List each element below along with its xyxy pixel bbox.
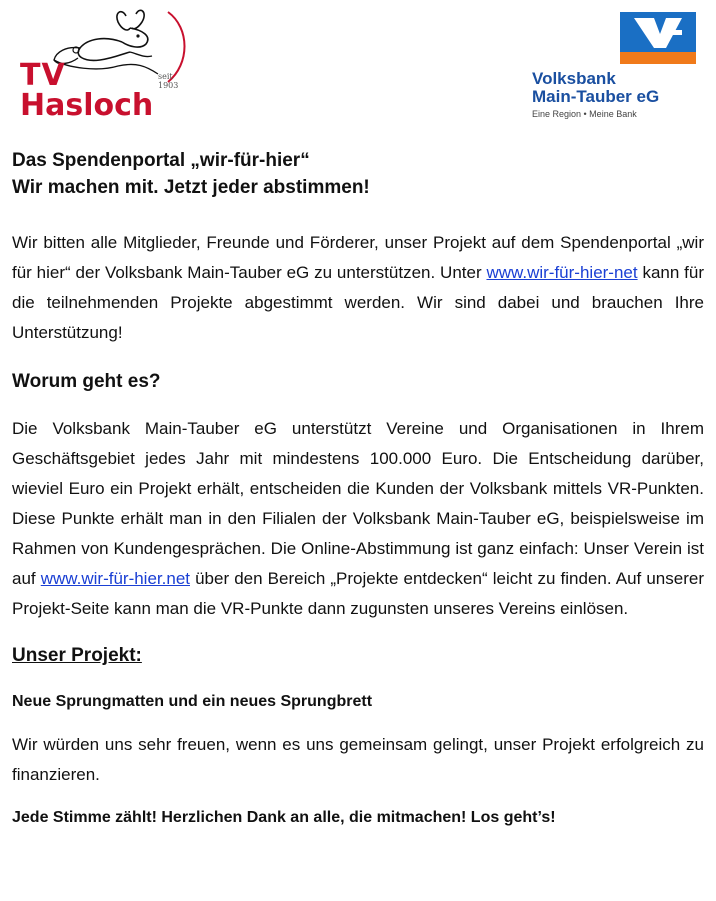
section1-text-1: Die Volksbank Main-Tauber eG unterstützt Vereine und Organisationen in Ihrem Geschäftsgebiet jedes Jahr mit mindestens 100.000 Euro. Die Entscheidung darüber, wieviel Euro ein Projekt erhält, entscheiden die Kunden der Volksbank mittels VR-Punkten. Diese Punkte erhält man in den Filialen der Volksbank Main-Tauber eG, beispielsweise im Rahmen von Kundengesprächen. Die Online-Abstimmung ist ganz einfach: Unser Verein ist auf bbox=[12, 419, 704, 588]
volksbank-v-icon bbox=[620, 12, 696, 64]
volksbank-logo bbox=[528, 12, 708, 122]
title-line2: Wir machen mit. Jetzt jeder abstimmen! bbox=[12, 177, 370, 198]
portal-link[interactable]: www.wir-für-hier-net bbox=[486, 263, 638, 282]
tv-logo-line1: TV bbox=[20, 58, 66, 93]
project-paragraph bbox=[12, 730, 704, 790]
section1-text-2: über den Bereich „Projekte entdecken“ leicht zu finden. Auf unserer Projekt-Seite kann man die VR-Punkte dann zugunsten unseres Vereins einlösen. bbox=[12, 569, 704, 618]
volksbank-name-line2: Main-Tauber eG bbox=[532, 87, 660, 106]
volksbank-tagline: Eine Region • Meine Bank bbox=[532, 109, 637, 119]
volksbank-name bbox=[532, 70, 659, 106]
document-body bbox=[12, 142, 704, 830]
tv-hasloch-logo bbox=[18, 8, 193, 123]
section1-paragraph bbox=[12, 414, 704, 624]
intro-text-1: Wir bitten alle Mitglieder, Freunde und Förderer, unser Projekt auf dem Spendenportal „wir für hier“ der Volksbank Main-Tauber eG zu unterstützen. Unter bbox=[12, 233, 704, 282]
volksbank-name-line1: Volksbank bbox=[532, 69, 616, 88]
project-text: Wir würden uns sehr freuen, wenn es uns gemeinsam gelingt, unser Projekt erfolgreich zu finanzieren. bbox=[12, 735, 704, 784]
section-heading-projekt: Unser Projekt: bbox=[12, 645, 142, 666]
section-heading-worum: Worum geht es? bbox=[12, 371, 161, 392]
project-subheading: Neue Sprungmatten und ein neues Sprungbrett bbox=[12, 693, 373, 710]
closing-line: Jede Stimme zählt! Herzlichen Dank an alle, die mitmachen! Los geht’s! bbox=[12, 809, 556, 826]
intro-paragraph bbox=[12, 228, 704, 348]
tv-logo-since: seit 1903 bbox=[158, 72, 179, 90]
tv-logo-line2: Hasloch bbox=[20, 88, 154, 123]
title-line1: Das Spendenportal „wir-für-hier“ bbox=[12, 150, 310, 171]
intro-text-2: kann für die teilnehmenden Projekte abgestimmt werden. Wir sind dabei und brauchen Ihre Unterstützung! bbox=[12, 263, 704, 342]
portal-link-2[interactable]: www.wir-für-hier.net bbox=[40, 569, 190, 588]
header bbox=[0, 0, 716, 130]
